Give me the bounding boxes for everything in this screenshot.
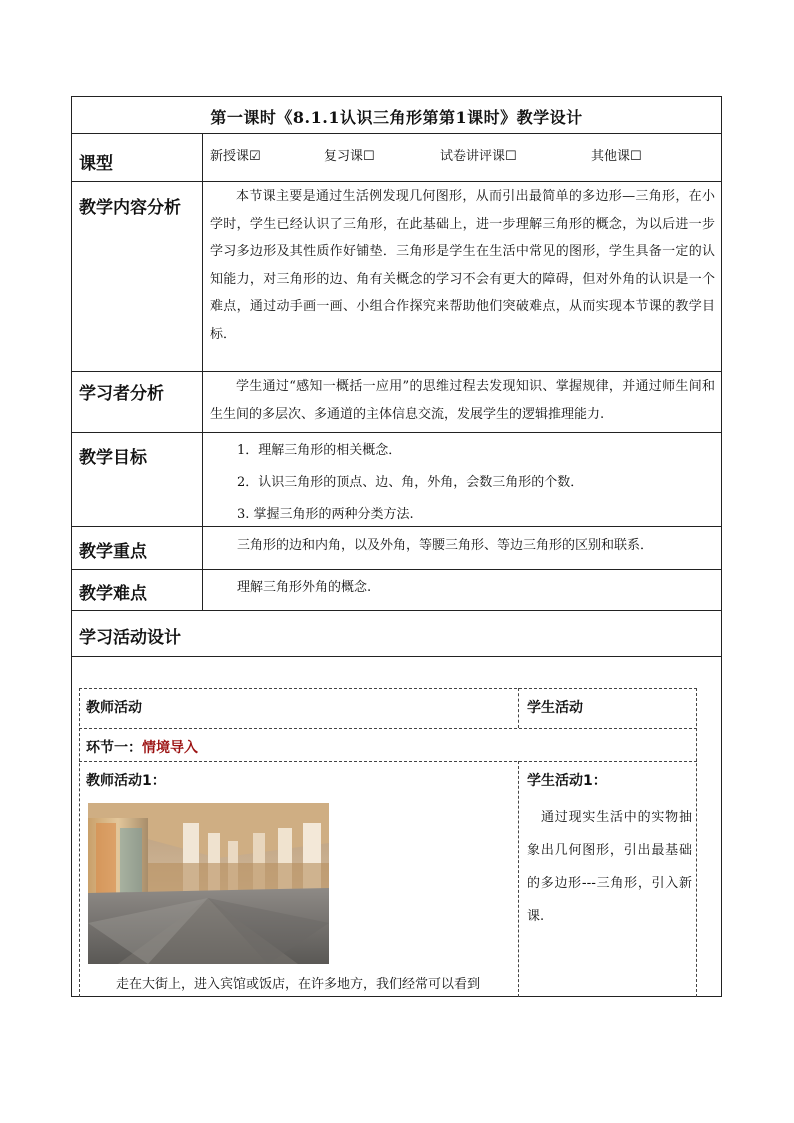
objective-item: 3. 掌握三角形的两种分类方法. bbox=[237, 507, 414, 522]
unchecked-box-icon[interactable]: ☐ bbox=[630, 149, 642, 164]
course-type-option-new: 新授课☑ bbox=[210, 149, 261, 164]
row-divider bbox=[72, 133, 721, 134]
row-divider bbox=[72, 569, 721, 570]
difficulties-text: 理解三角形外角的概念. bbox=[237, 580, 372, 595]
lesson-plan-table bbox=[71, 96, 722, 997]
teacher-activity-title: 教师活动1： bbox=[86, 773, 166, 789]
teacher-activity-text: 走在大街上，进入宾馆或饭店，在许多地方，我们经常可以看到 bbox=[116, 977, 481, 992]
row-divider bbox=[79, 761, 697, 762]
teacher-activity-header: 教师活动 bbox=[86, 700, 142, 716]
checked-box-icon[interactable]: ☑ bbox=[249, 149, 261, 164]
student-activity-header: 学生活动 bbox=[527, 700, 583, 716]
objectives-label: 教学目标 bbox=[79, 448, 147, 468]
course-type-option-review: 复习课☐ bbox=[324, 149, 375, 164]
row-divider bbox=[72, 371, 721, 372]
learner-analysis-label: 学习者分析 bbox=[79, 384, 164, 404]
row-divider bbox=[72, 432, 721, 433]
hotel-lobby-photo bbox=[88, 803, 329, 964]
document-title: 第一课时《8.1.1认识三角形第第1课时》教学设计 bbox=[210, 108, 583, 127]
segment-heading: 环节一：情境导入 bbox=[86, 740, 198, 756]
row-divider bbox=[72, 181, 721, 182]
content-analysis-label: 教学内容分析 bbox=[79, 198, 181, 218]
student-activity-text: 通过现实生活中的实物抽象出几何图形，引出最基础的多边形---三角形，引入新课. bbox=[527, 810, 692, 924]
student-activity-title: 学生活动1： bbox=[527, 773, 607, 789]
objective-item: 1．理解三角形的相关概念． bbox=[237, 443, 402, 458]
row-divider bbox=[72, 526, 721, 527]
activity-design-label: 学习活动设计 bbox=[79, 628, 181, 648]
content-analysis-text: 本节课主要是通过生活例发现几何图形，从而引出最简单的多边形—三角形，在小学时，学生已经认识了三角形，在此基础上，进一步理解三角形的概念，为以后进一步学习多边形及其性质作好铺垫．三角形是学生在生活中常见的图形，学生具备一定的认知能力，对三角形的边、角有关概念的学习不会有更大的障碍，但对外角的认识是一个难点，通过动手画一画、小组合作探究来帮助他们突破难点，从而实现本节课的教学目标． bbox=[210, 189, 715, 342]
unchecked-box-icon[interactable]: ☐ bbox=[505, 149, 517, 164]
unchecked-box-icon[interactable]: ☐ bbox=[363, 149, 375, 164]
row-divider bbox=[72, 610, 721, 611]
row-divider bbox=[79, 728, 697, 729]
row-divider bbox=[72, 656, 721, 657]
learner-analysis-text: 学生通过“感知一概括一应用”的思维过程去发现知识、掌握规律，并通过师生间和生生间的多层次、多通道的主体信息交流，发展学生的逻辑推理能力. bbox=[210, 379, 715, 422]
course-type-option-other: 其他课☐ bbox=[591, 149, 642, 164]
objective-item: 2．认识三角形的顶点、边、角，外角，会数三角形的个数． bbox=[237, 475, 584, 490]
column-divider bbox=[518, 761, 519, 997]
difficulties-label: 教学难点 bbox=[79, 584, 147, 604]
key-points-text: 三角形的边和内角，以及外角，等腰三角形、等边三角形的区别和联系． bbox=[237, 538, 654, 553]
column-divider bbox=[518, 688, 519, 728]
course-type-label: 课型 bbox=[79, 154, 113, 174]
course-type-option-exam: 试卷讲评课☐ bbox=[440, 149, 517, 164]
segment-name: 情境导入 bbox=[142, 740, 198, 756]
key-points-label: 教学重点 bbox=[79, 542, 147, 562]
